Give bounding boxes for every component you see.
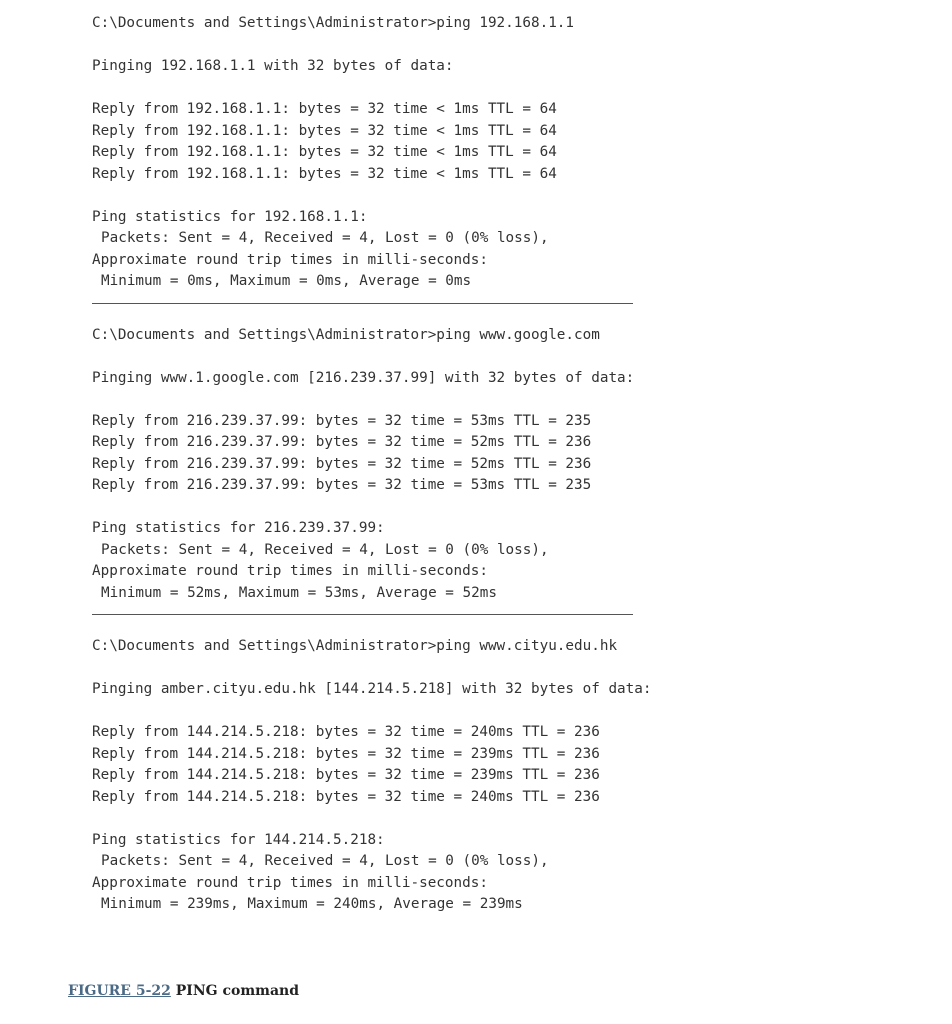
blank-line: [92, 808, 712, 830]
pinging-line: Pinging amber.cityu.edu.hk [144.214.5.218] with 32 bytes of data:: [92, 681, 652, 697]
reply-line: Reply from 192.168.1.1: bytes = 32 time < 1ms TTL = 64: [92, 144, 557, 160]
blank-line: [92, 701, 712, 723]
stats-header-line: Ping statistics for 216.239.37.99:: [92, 520, 385, 536]
blank-line: [92, 35, 712, 57]
rtt-header-line: Approximate round trip times in milli-seconds:: [92, 251, 488, 268]
rtt-line: Minimum = 52ms, Maximum = 53ms, Average = 52ms: [101, 584, 497, 601]
figure-caption-text: PING command: [175, 983, 299, 999]
section-divider: [92, 303, 633, 304]
figure-caption: [68, 983, 299, 999]
command-line: C:\Documents and Settings\Administrator>ping www.google.com: [92, 326, 600, 343]
packets-line: Packets: Sent = 4, Received = 4, Lost = 0 (0% loss),: [101, 541, 549, 558]
packets-line: Packets: Sent = 4, Received = 4, Lost = 0 (0% loss),: [101, 853, 549, 869]
ping-session: [92, 325, 712, 605]
reply-line: Reply from 216.239.37.99: bytes = 32 time = 53ms TTL = 235: [92, 477, 592, 493]
blank-line: [92, 389, 712, 411]
section-divider: [92, 614, 633, 615]
reply-line: Reply from 144.214.5.218: bytes = 32 time = 239ms TTL = 236: [92, 745, 600, 762]
stats-header-line: Ping statistics for 192.168.1.1:: [92, 208, 368, 225]
blank-line: [92, 497, 712, 519]
pinging-line: Pinging 192.168.1.1 with 32 bytes of data:: [92, 58, 454, 74]
blank-line: [92, 78, 712, 100]
reply-line: Reply from 144.214.5.218: bytes = 32 time = 240ms TTL = 236: [92, 788, 600, 805]
rtt-line: Minimum = 0ms, Maximum = 0ms, Average = 0ms: [101, 273, 472, 289]
ping-console-output: [92, 13, 712, 916]
reply-line: Reply from 192.168.1.1: bytes = 32 time < 1ms TTL = 64: [92, 122, 557, 139]
reply-line: Reply from 144.214.5.218: bytes = 32 time = 240ms TTL = 236: [92, 724, 600, 740]
ping-session: [92, 13, 712, 293]
ping-session: [92, 636, 712, 916]
reply-line: Reply from 192.168.1.1: bytes = 32 time < 1ms TTL = 64: [92, 101, 557, 117]
rtt-header-line: Approximate round trip times in milli-seconds:: [92, 563, 488, 579]
reply-line: Reply from 144.214.5.218: bytes = 32 time = 239ms TTL = 236: [92, 767, 600, 783]
reply-line: Reply from 192.168.1.1: bytes = 32 time < 1ms TTL = 64: [92, 165, 557, 182]
stats-header-line: Ping statistics for 144.214.5.218:: [92, 831, 385, 848]
reply-line: Reply from 216.239.37.99: bytes = 32 time = 52ms TTL = 236: [92, 455, 592, 472]
blank-line: [92, 346, 712, 368]
command-line: C:\Documents and Settings\Administrator>ping 192.168.1.1: [92, 15, 575, 31]
blank-line: [92, 658, 712, 680]
rtt-header-line: Approximate round trip times in milli-seconds:: [92, 874, 488, 891]
command-line: C:\Documents and Settings\Administrator>ping www.cityu.edu.hk: [92, 638, 618, 654]
packets-line: Packets: Sent = 4, Received = 4, Lost = 0 (0% loss),: [101, 230, 549, 246]
rtt-line: Minimum = 239ms, Maximum = 240ms, Average = 239ms: [101, 896, 523, 912]
pinging-line: Pinging www.1.google.com [216.239.37.99] with 32 bytes of data:: [92, 369, 635, 386]
reply-line: Reply from 216.239.37.99: bytes = 32 time = 53ms TTL = 235: [92, 412, 592, 429]
blank-line: [92, 185, 712, 207]
reply-line: Reply from 216.239.37.99: bytes = 32 time = 52ms TTL = 236: [92, 434, 592, 450]
figure-label-link[interactable]: FIGURE 5-22: [68, 983, 171, 999]
